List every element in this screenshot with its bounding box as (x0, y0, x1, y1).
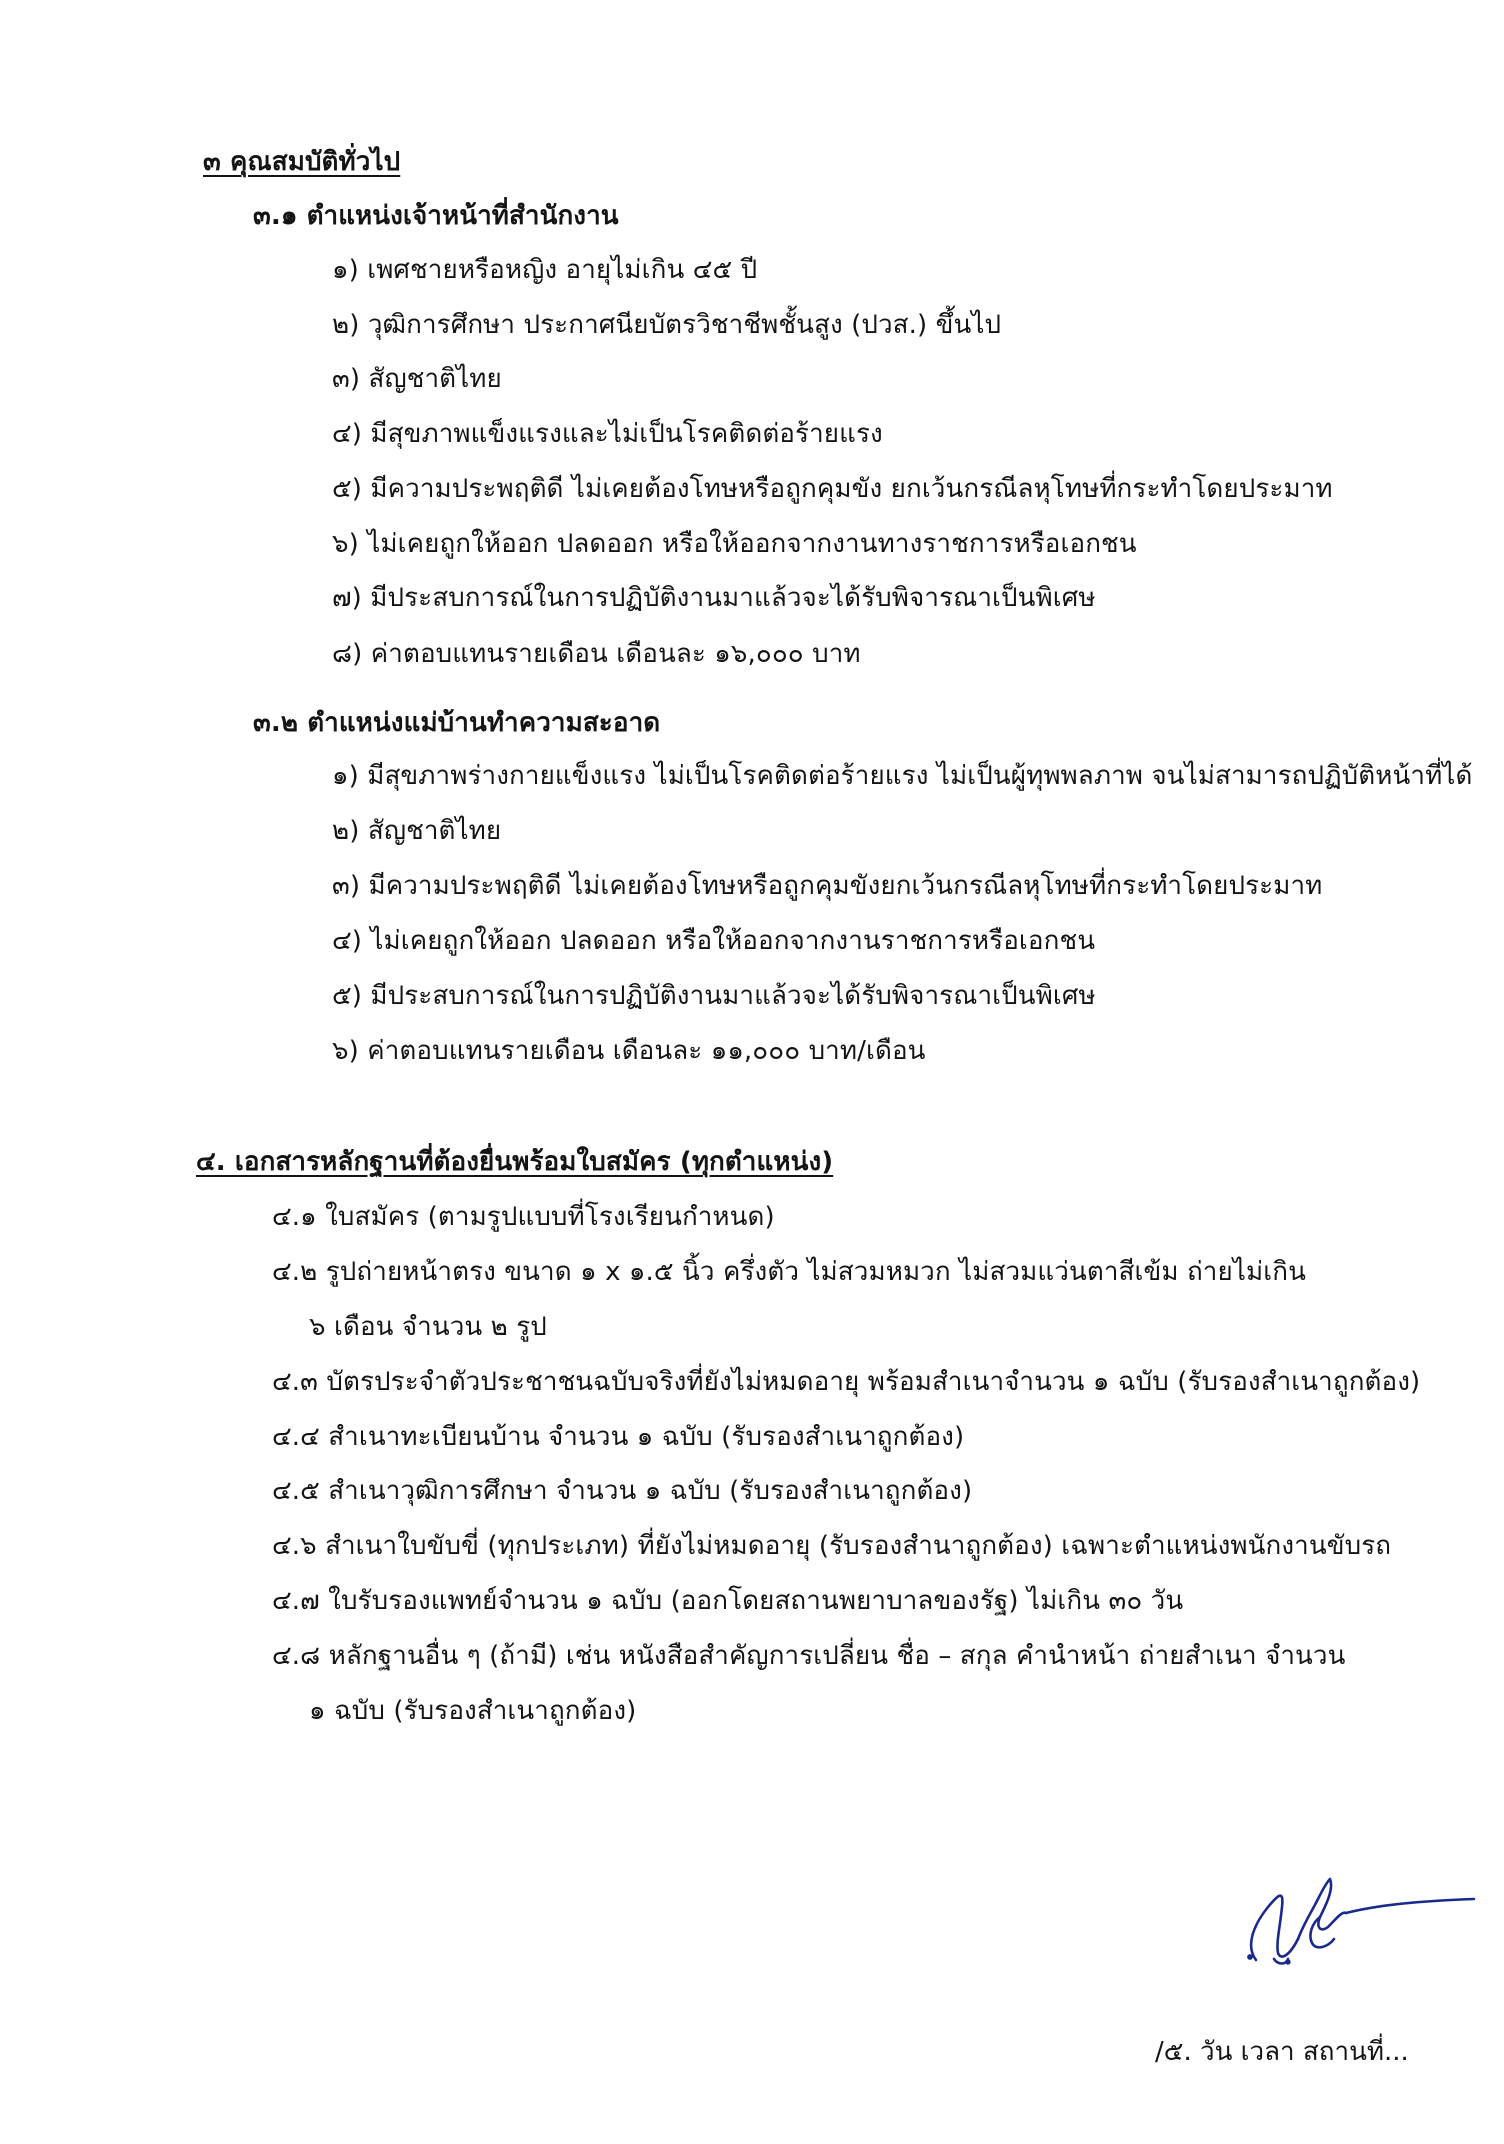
section-4-item: ๔.๕ สำเนาวุฒิการศึกษา จำนวน ๑ ฉบับ (รับรองสำเนาถูกต้อง) (272, 1476, 973, 1506)
section-3-1-title: ๓.๑ ตำแหน่งเจ้าหน้าที่สำนักงาน (253, 201, 619, 231)
section-3-2-item: ๔) ไม่เคยถูกให้ออก ปลดออก หรือให้ออกจากงานราชการหรือเอกชน (332, 926, 1096, 956)
section-3-1-item: ๒) วุฒิการศึกษา ประกาศนียบัตรวิชาชีพชั้นสูง (ปวส.) ขึ้นไป (332, 310, 1002, 340)
section-3-1-item: ๕) มีความประพฤติดี ไม่เคยต้องโทษหรือถูกคุมขัง ยกเว้นกรณีลหุโทษที่กระทำโดยประมาท (332, 474, 1333, 504)
section-3-1-item: ๖) ไม่เคยถูกให้ออก ปลดออก หรือให้ออกจากงานทางราชการหรือเอกชน (332, 529, 1137, 559)
section-3-1-item: ๓) สัญชาติไทย (332, 364, 502, 394)
section-3-1-item: ๔) มีสุขภาพแข็งแรงและไม่เป็นโรคติดต่อร้ายแรง (332, 419, 883, 449)
section-4-item: ๔.๓ บัตรประจำตัวประชาชนฉบับจริงที่ยังไม่หมดอายุ พร้อมสำเนาจำนวน ๑ ฉบับ (รับรองสำเนาถูกต้อง) (272, 1367, 1421, 1397)
section-3-1-item: ๑) เพศชายหรือหญิง อายุไม่เกิน ๔๕ ปี (332, 255, 758, 285)
section-3-2-item: ๖) ค่าตอบแทนรายเดือน เดือนละ ๑๑,๐๐๐ บาท/เดือน (332, 1036, 926, 1066)
section-3-2-title: ๓.๒ ตำแหน่งแม่บ้านทำความสะอาด (253, 708, 661, 738)
section-4-heading: ๔. เอกสารหลักฐานที่ต้องยื่นพร้อมใบสมัคร (ทุกตำแหน่ง) (196, 1147, 834, 1177)
section-4-item: ๔.๒ รูปถ่ายหน้าตรง ขนาด ๑ x ๑.๕ นิ้ว ครึ่งตัว ไม่สวมหมวก ไม่สวมแว่นตาสีเข้ม ถ่ายไม่เกิน (272, 1257, 1306, 1287)
section-4-item: ๔.๖ สำเนาใบขับขี่ (ทุกประเภท) ที่ยังไม่หมดอายุ (รับรองสำนาถูกต้อง) เฉพาะตำแหน่งพนักงานขับรถ (272, 1531, 1392, 1561)
section-4-item: ๔.๗ ใบรับรองแพทย์จำนวน ๑ ฉบับ (ออกโดยสถานพยาบาลของรัฐ) ไม่เกิน ๓๐ วัน (272, 1586, 1184, 1616)
section-4-item: ๔.๔ สำเนาทะเบียนบ้าน จำนวน ๑ ฉบับ (รับรองสำเนาถูกต้อง) (272, 1422, 965, 1452)
section-3-2-item: ๓) มีความประพฤติดี ไม่เคยต้องโทษหรือถูกคุมขังยกเว้นกรณีลหุโทษที่กระทำโดยประมาท (332, 871, 1323, 901)
section-4-item: ๔.๘ หลักฐานอื่น ๆ (ถ้ามี) เช่น หนังสือสำคัญการเปลี่ยน ชื่อ – สกุล คำนำหน้า ถ่ายสำเนา จำนวน (272, 1641, 1346, 1671)
section-3-2-item: ๒) สัญชาติไทย (332, 816, 502, 846)
handwritten-signature (1238, 1815, 1478, 1975)
section-3-1-item: ๗) มีประสบการณ์ในการปฏิบัติงานมาแล้วจะได้รับพิจารณาเป็นพิเศษ (332, 583, 1096, 613)
section-3-1-item: ๘) ค่าตอบแทนรายเดือน เดือนละ ๑๖,๐๐๐ บาท (332, 639, 861, 669)
section-3-heading: ๓ คุณสมบัติทั่วไป (203, 147, 401, 177)
section-4-item-continuation: ๖ เดือน จำนวน ๒ รูป (309, 1312, 547, 1342)
section-3-2-item: ๑) มีสุขภาพร่างกายแข็งแรง ไม่เป็นโรคติดต่อร้ายแรง ไม่เป็นผู้ทุพพลภาพ จนไม่สามารถปฏิบัติหน้าที่ได้ (332, 761, 1473, 791)
section-4-item-continuation: ๑ ฉบับ (รับรองสำเนาถูกต้อง) (309, 1696, 637, 1726)
section-4-item: ๔.๑ ใบสมัคร (ตามรูปแบบที่โรงเรียนกำหนด) (272, 1202, 775, 1232)
page-continuation: /๕. วัน เวลา สถานที่... (1155, 2037, 1409, 2067)
section-3-2-item: ๕) มีประสบการณ์ในการปฏิบัติงานมาแล้วจะได้รับพิจารณาเป็นพิเศษ (332, 981, 1096, 1011)
